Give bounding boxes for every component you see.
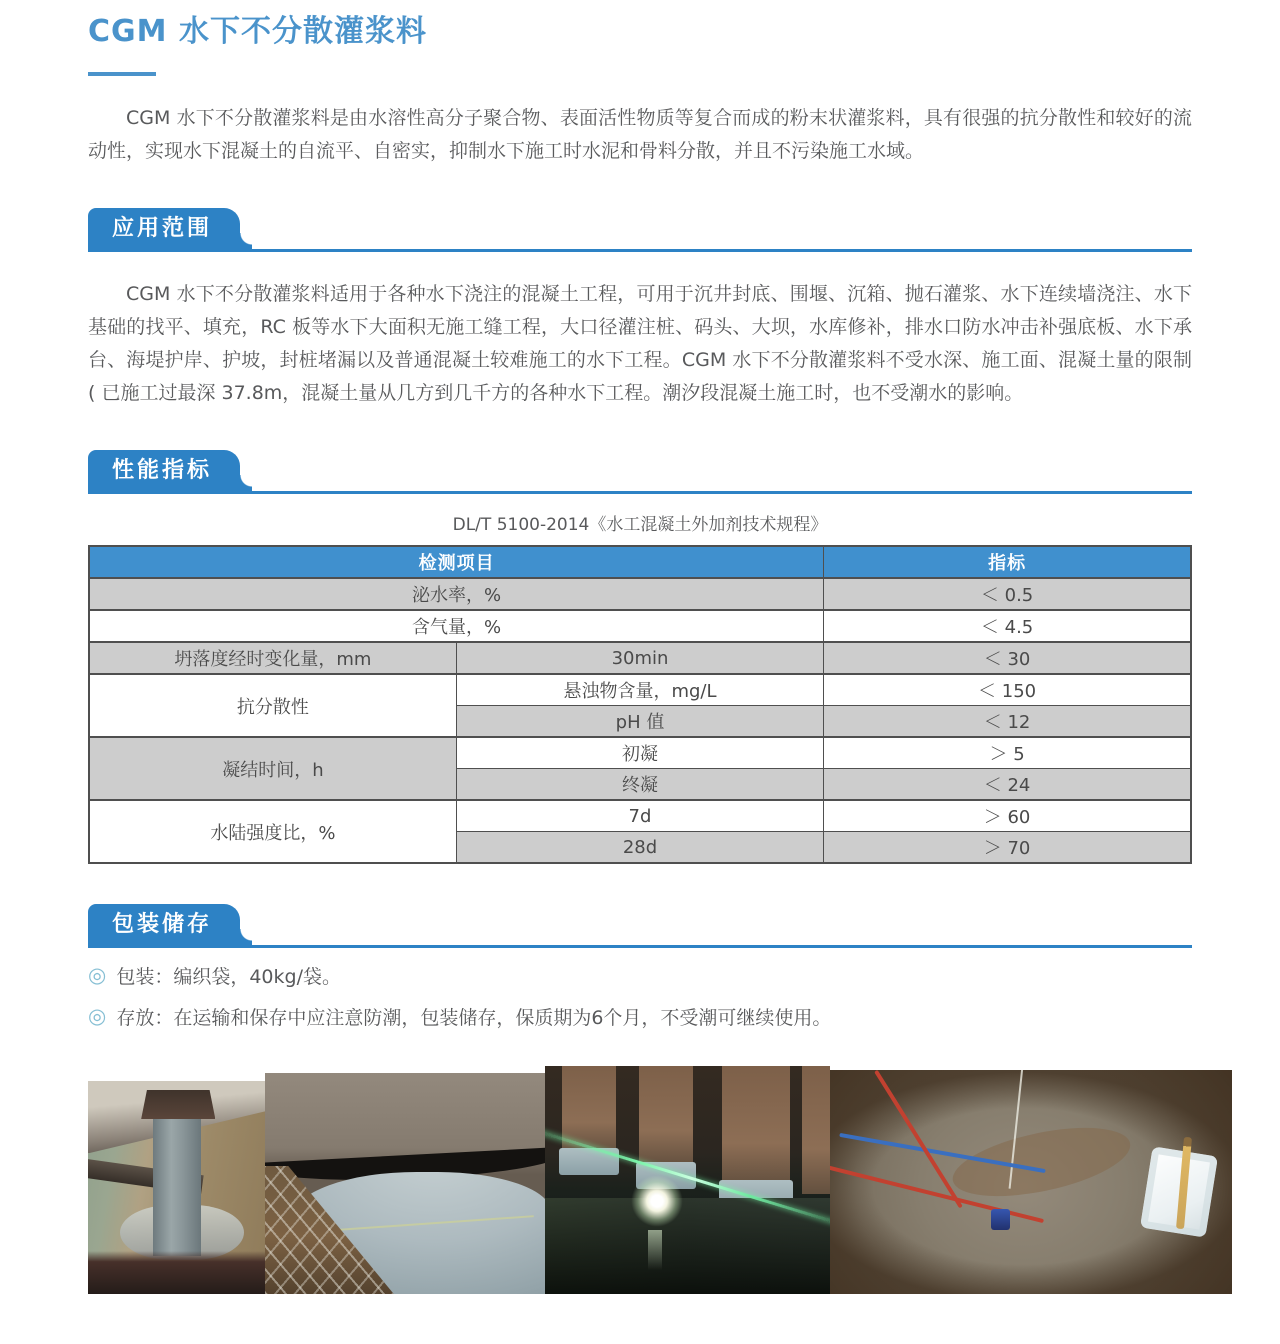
work-light-glow [631,1175,683,1227]
table-row [89,642,1191,674]
table-cell: ＜ 12 [824,706,1191,738]
blue-bucket-shape [991,1209,1010,1230]
pier-shape [639,1066,693,1166]
table-cell: 30min [456,642,823,674]
table-row [89,674,1191,706]
table-cell: ＜ 150 [824,674,1191,706]
packaging-section-badge: 包装储存 [88,904,240,945]
table-row [89,737,1191,769]
bullet-text: 存放：在运输和保存中应注意防潮，包装储存，保质期为6个月，不受潮可继续使用。 [116,1007,832,1029]
bullet-text: 包装：编织袋，40kg/袋。 [116,966,341,988]
table-cell: 含气量，% [89,610,824,642]
table-header-value: 指标 [824,546,1191,578]
table-cell: 坍落度经时变化量，mm [89,642,456,674]
table-row [89,800,1191,832]
double-circle-bullet-icon: ◎ [88,1004,107,1028]
section-header-performance [88,450,1192,494]
light-reflection-shape [648,1230,662,1270]
packaging-bullet [88,962,1192,989]
table-cell: 抗分散性 [89,674,456,737]
storage-bullet [88,1003,1192,1030]
column-cap-shape [141,1090,215,1120]
cofferdam-mud-pit-photo [830,1070,1232,1294]
performance-table [88,545,1192,864]
table-cell: 7d [456,800,823,832]
table-row [89,610,1191,642]
pier-shape [722,1066,790,1185]
application-paragraph: CGM 水下不分散灌浆料适用于各种水下浇注的混凝土工程，可用于沉井封底、围堰、沉箱、抛石灌浆、水下连续墙浇注、水下基础的找平、填充，RC 板等水下大面积无施工缝工程，大口径灌注桩、码头、大坝，水库修补，排水口防水冲击补强底板、水下承台、海堤护岸、护坡，封桩堵漏以及普通混凝土较难施工的水下工程。CGM 水下不分散灌浆料不受水深、施工面、混凝土量的限制 ( 已施工过最深 37.8m，混凝土量从几方到几千方的各种水下工程。潮汐段混凝土施工时，也不受潮水的影响。 [88,283,1192,404]
table-cell: ＜ 30 [824,642,1191,674]
table-cell: ＜ 4.5 [824,610,1191,642]
table-cell: ＜ 24 [824,769,1191,801]
table-cell: ＜ 0.5 [824,578,1191,610]
table-cell: 28d [456,832,823,864]
underwater-night-laser-photo [545,1066,830,1294]
table-cell: 悬浊物含量，mg/L [456,674,823,706]
table-cell: 泌水率，% [89,578,824,610]
table-cell: 凝结时间，h [89,737,456,800]
double-circle-bullet-icon: ◎ [88,963,107,987]
water-shape [545,1198,830,1294]
section-header-packaging [88,904,1192,948]
table-row [89,578,1191,610]
photo-strip [88,1066,1232,1294]
table-cell: 初凝 [456,737,823,769]
intro-paragraph: CGM 水下不分散灌浆料是由水溶性高分子聚合物、表面活性物质等复合而成的粉末状灌浆料，具有很强的抗分散性和较好的流动性，实现水下混凝土的自流平、自密实，抑制水下施工时水泥和骨料分散，并且不污染施工水域。 [88,107,1192,162]
application-section-badge: 应用范围 [88,208,240,249]
table-cell: pH 值 [456,706,823,738]
dark-ground-shape [88,1251,265,1294]
table-header-item: 检测项目 [89,546,824,578]
page-title: CGM 水下不分散灌浆料 [88,14,427,49]
table-cell: ＞ 70 [824,832,1191,864]
table-cell: ＞ 60 [824,800,1191,832]
steel-column-shape [153,1115,201,1256]
performance-section-badge: 性能指标 [88,450,240,491]
table-header-row [89,546,1191,578]
bridge-pier-column-photo [88,1081,265,1294]
standard-reference: DL/T 5100-2014《水工混凝土外加剂技术规程》 [452,515,828,535]
title-underline [88,72,156,76]
pier-shape [802,1066,831,1194]
table-cell: 水陆强度比，% [89,800,456,863]
table-cell: ＞ 5 [824,737,1191,769]
table-cell: 终凝 [456,769,823,801]
section-header-application [88,208,1192,252]
pier-joint-closeup-photo [265,1073,545,1294]
